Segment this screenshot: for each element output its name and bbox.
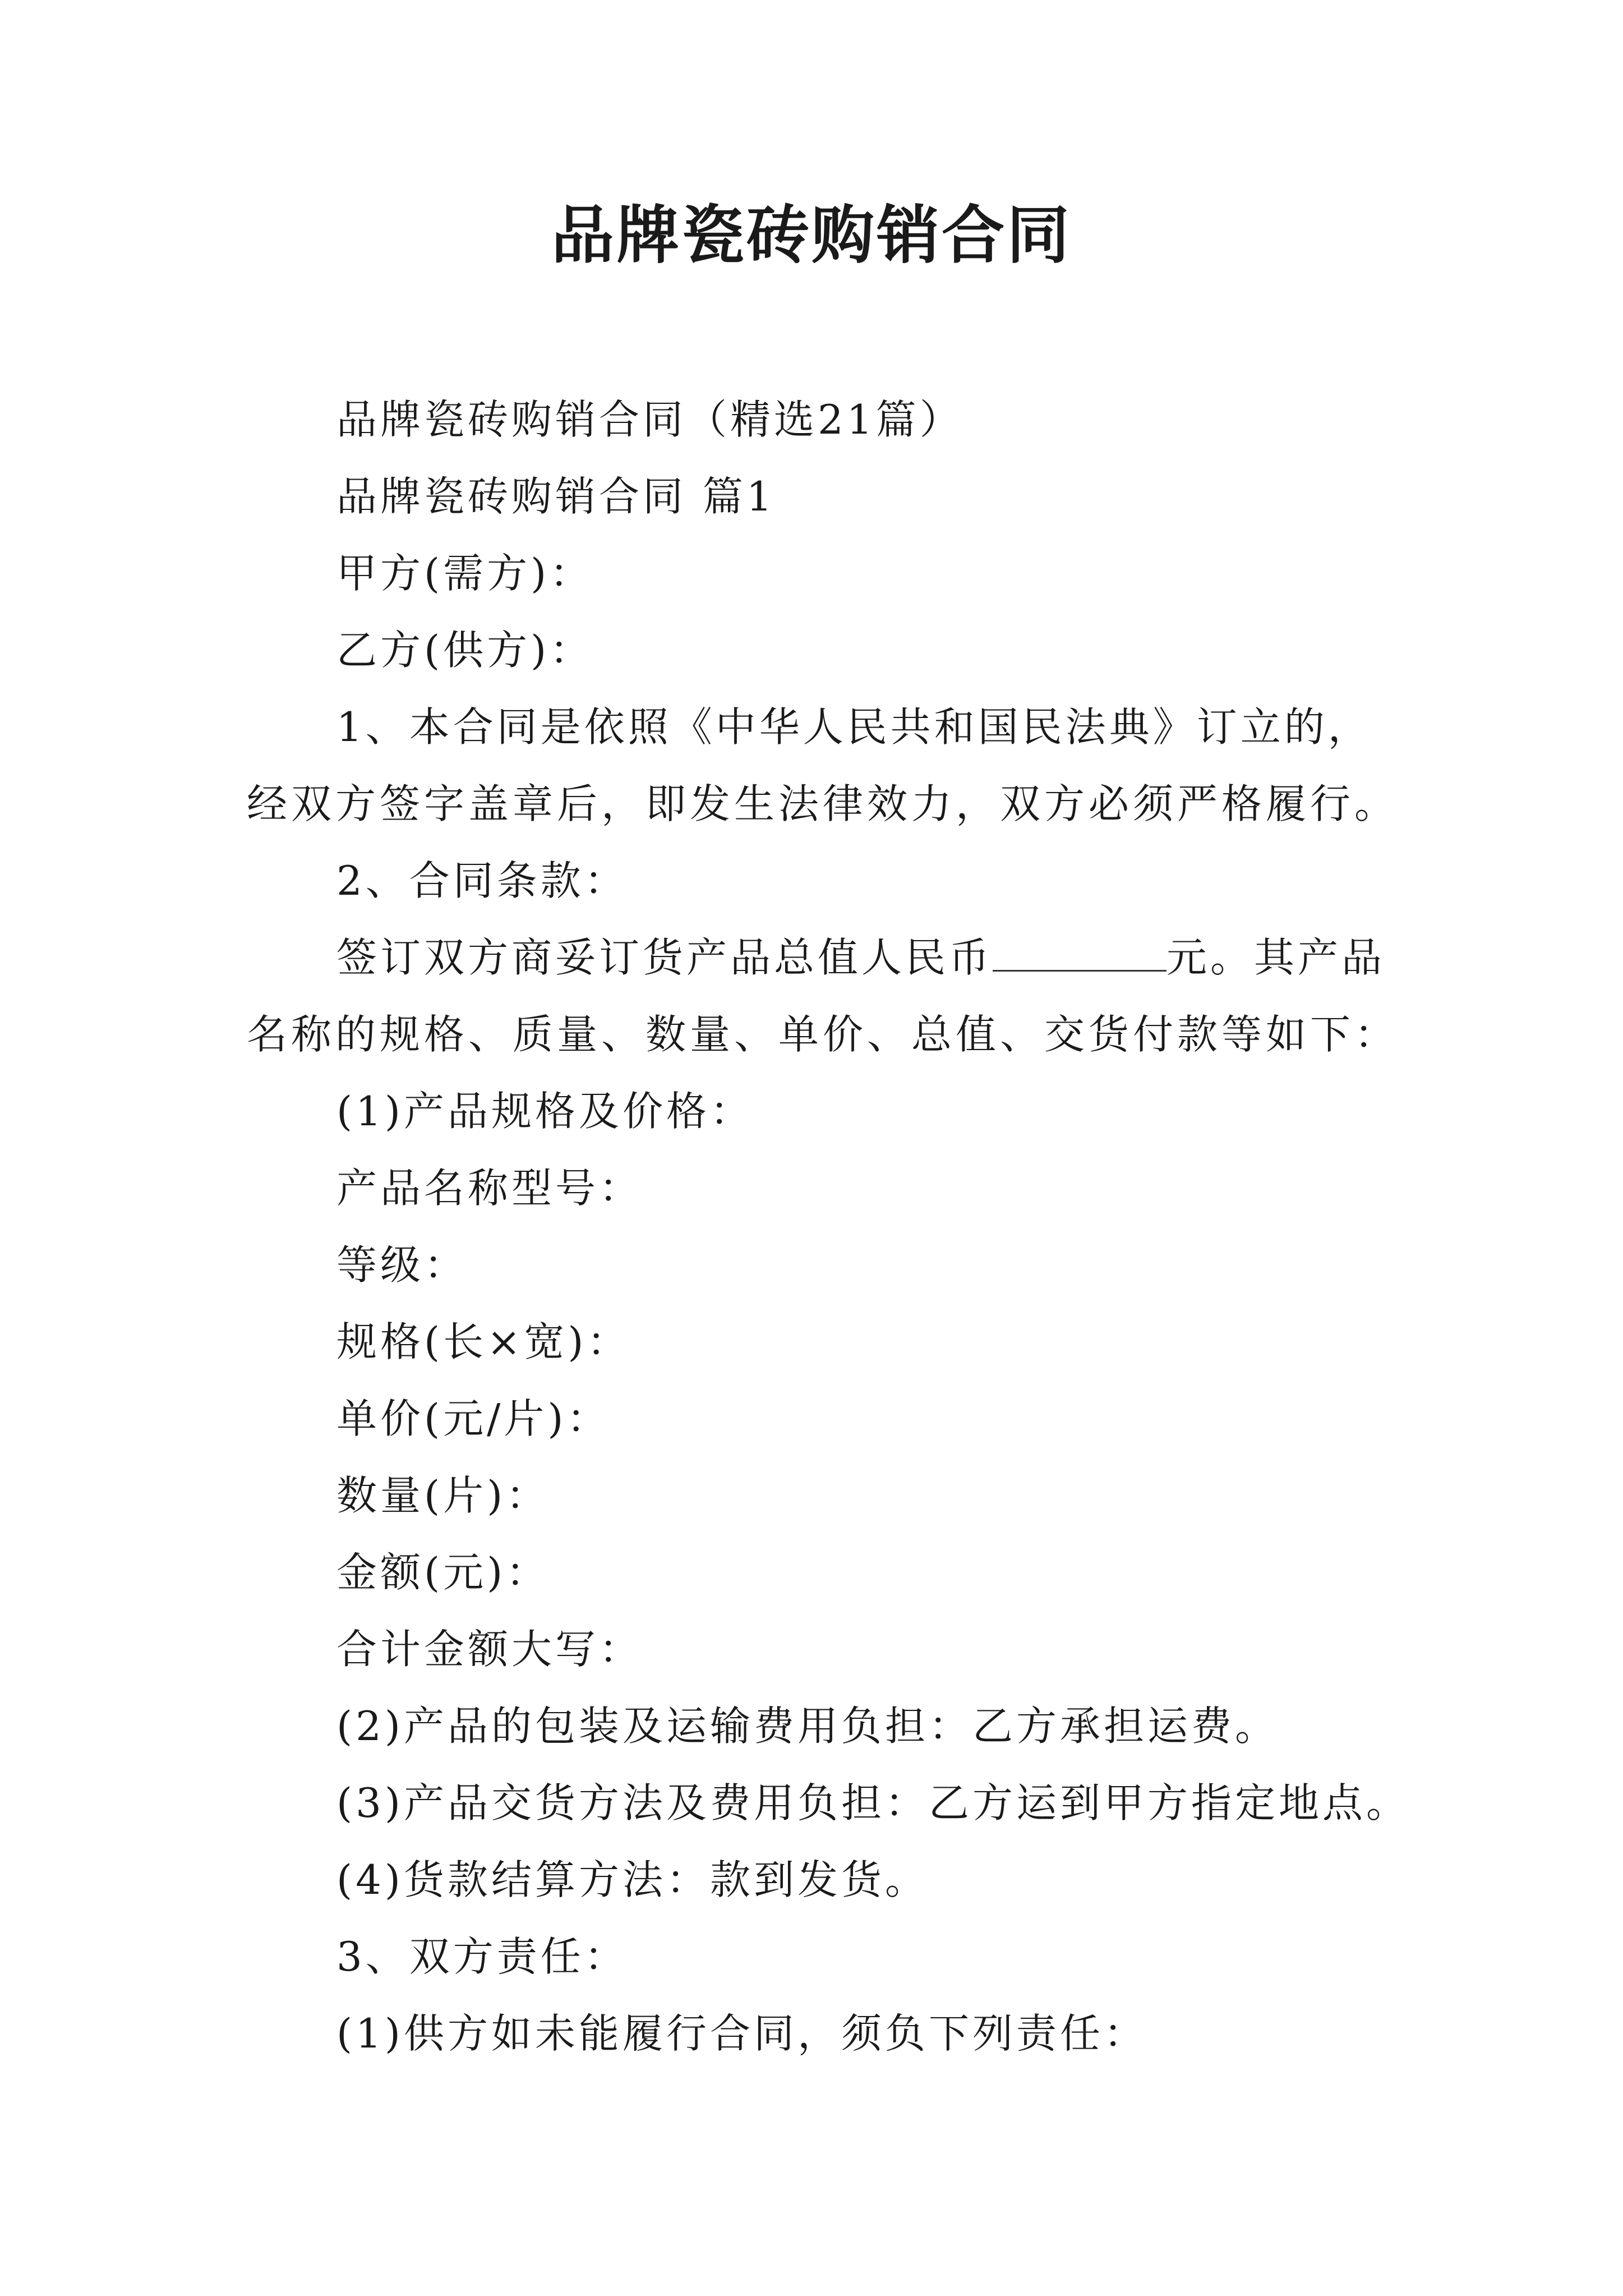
clause-2-text-b: 元。其产品: [1166, 934, 1386, 981]
clause-2-text-a: 签订双方商妥订货产品总值人民币: [336, 934, 993, 981]
document-title: 品牌瓷砖购销合同: [551, 199, 1072, 272]
clause-3-item-1: (1)供方如未能履行合同，须负下列责任：: [336, 2010, 1147, 2057]
field-size: 规格(长×宽)：: [336, 1318, 631, 1365]
item-3-line: (3)产品交货方法及费用负担：乙方运到甲方指定地点。: [336, 1779, 1410, 1826]
document-body: [247, 381, 1424, 2072]
field-quantity: 数量(片)：: [336, 1472, 550, 1519]
amount-blank: [993, 936, 1166, 972]
item-4-line: (4)货款结算方法：款到发货。: [336, 1856, 929, 1903]
clause-2-heading: 2、合同条款：: [336, 857, 628, 904]
clause-1-line-1: 1、本合同是依照《中华人民共和国民法典》订立的，: [336, 703, 1372, 751]
item-2-line: (2)产品的包装及运输费用负担：乙方承担运费。: [336, 1703, 1279, 1750]
field-total-uppercase: 合计金额大写：: [336, 1626, 643, 1673]
field-grade: 等级：: [336, 1241, 468, 1289]
paragraph-heading: 品牌瓷砖购销合同（精选21篇）: [336, 396, 963, 443]
party-b-line: 乙方(供方)：: [336, 627, 594, 674]
item-1-heading: (1)产品规格及价格：: [336, 1088, 754, 1135]
clause-2-line-1: [247, 919, 1424, 996]
paragraph-section-title: 品牌瓷砖购销合同 篇1: [336, 473, 776, 520]
party-a-line: 甲方(需方)：: [336, 550, 594, 597]
field-product-name: 产品名称型号：: [336, 1165, 643, 1212]
clause-2-line-2: 名称的规格、质量、数量、单价、总值、交货付款等如下：: [247, 1011, 1399, 1058]
clause-1-line-2: 经双方签字盖章后，即发生法律效力，双方必须严格履行。: [247, 780, 1399, 827]
field-unit-price: 单价(元/片)：: [336, 1395, 611, 1442]
clause-3-heading: 3、双方责任：: [336, 1933, 628, 1980]
field-amount: 金额(元)：: [336, 1549, 550, 1596]
